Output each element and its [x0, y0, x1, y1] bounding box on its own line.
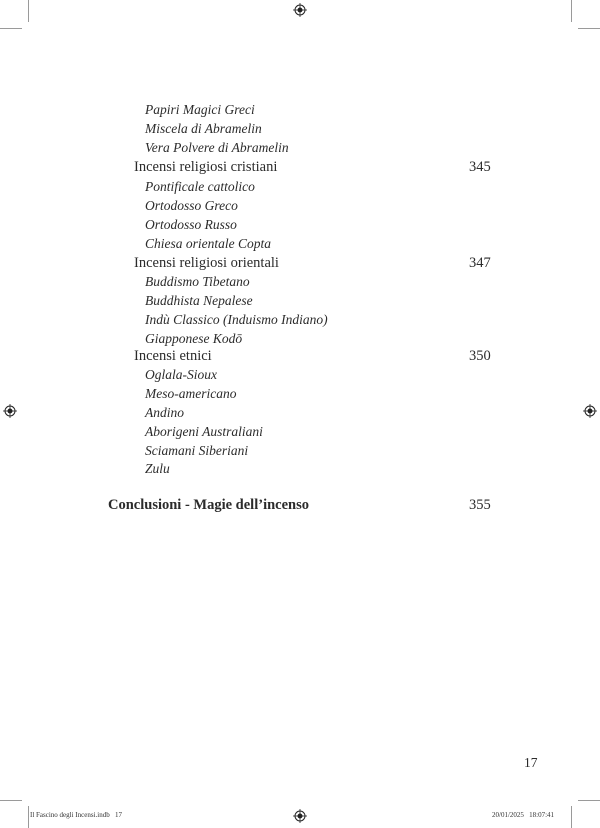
toc-subentry: Buddismo Tibetano: [145, 274, 250, 289]
toc-page-number: 350: [469, 348, 491, 364]
toc-subentry: Andino: [145, 405, 184, 420]
crop-mark-bottom-right: [578, 800, 600, 801]
toc-page-number: 345: [469, 159, 491, 175]
toc-subentry: Sciamani Siberiani: [145, 443, 249, 458]
registration-mark-right-icon: [583, 404, 597, 418]
toc-subentry: Ortodosso Russo: [145, 217, 237, 232]
toc-section-title: Incensi religiosi cristiani: [134, 159, 278, 175]
toc-subentry: Vera Polvere di Abramelin: [145, 140, 289, 155]
toc-conclusion-page: 355: [469, 497, 491, 513]
toc-subentry: Papiri Magici Greci: [145, 102, 255, 117]
toc-subentry: Indù Classico (Induismo Indiano): [145, 312, 328, 327]
toc-subentry: Chiesa orientale Copta: [145, 236, 271, 251]
crop-mark-bottom-right-v: [571, 806, 572, 828]
registration-mark-left-icon: [3, 404, 17, 418]
toc-subentry: Miscela di Abramelin: [145, 121, 262, 136]
crop-mark-top-left: [0, 28, 22, 29]
toc-page-number: 347: [469, 255, 491, 271]
registration-mark-bottom-icon: [293, 809, 307, 823]
crop-mark-bottom-left-v: [28, 806, 29, 828]
toc-subentry: Ortodosso Greco: [145, 198, 238, 213]
registration-mark-top-icon: [293, 3, 307, 17]
toc-subentry: Oglala-Sioux: [145, 367, 217, 382]
toc-subentry: Zulu: [145, 461, 170, 476]
toc-conclusion-title: Conclusioni - Magie dell’incenso: [108, 497, 309, 513]
crop-mark-top-left-v: [28, 0, 29, 22]
toc-section-title: Incensi etnici: [134, 348, 212, 364]
toc-subentry: Pontificale cattolico: [145, 179, 255, 194]
crop-mark-bottom-left: [0, 800, 22, 801]
toc-subentry: Giapponese Kodō: [145, 331, 243, 346]
page-number: 17: [524, 755, 538, 770]
toc-subentry: Buddhista Nepalese: [145, 293, 253, 308]
slug-timestamp: 20/01/2025 18:07:41: [492, 811, 555, 819]
toc-subentry: Aborigeni Australiani: [145, 424, 263, 439]
toc-section-title: Incensi religiosi orientali: [134, 255, 279, 271]
slug-file-name: Il Fascino degli Incensi.indb 17: [30, 811, 122, 819]
crop-mark-top-right-v: [571, 0, 572, 22]
toc-subentry: Meso-americano: [145, 386, 237, 401]
crop-mark-top-right: [578, 28, 600, 29]
